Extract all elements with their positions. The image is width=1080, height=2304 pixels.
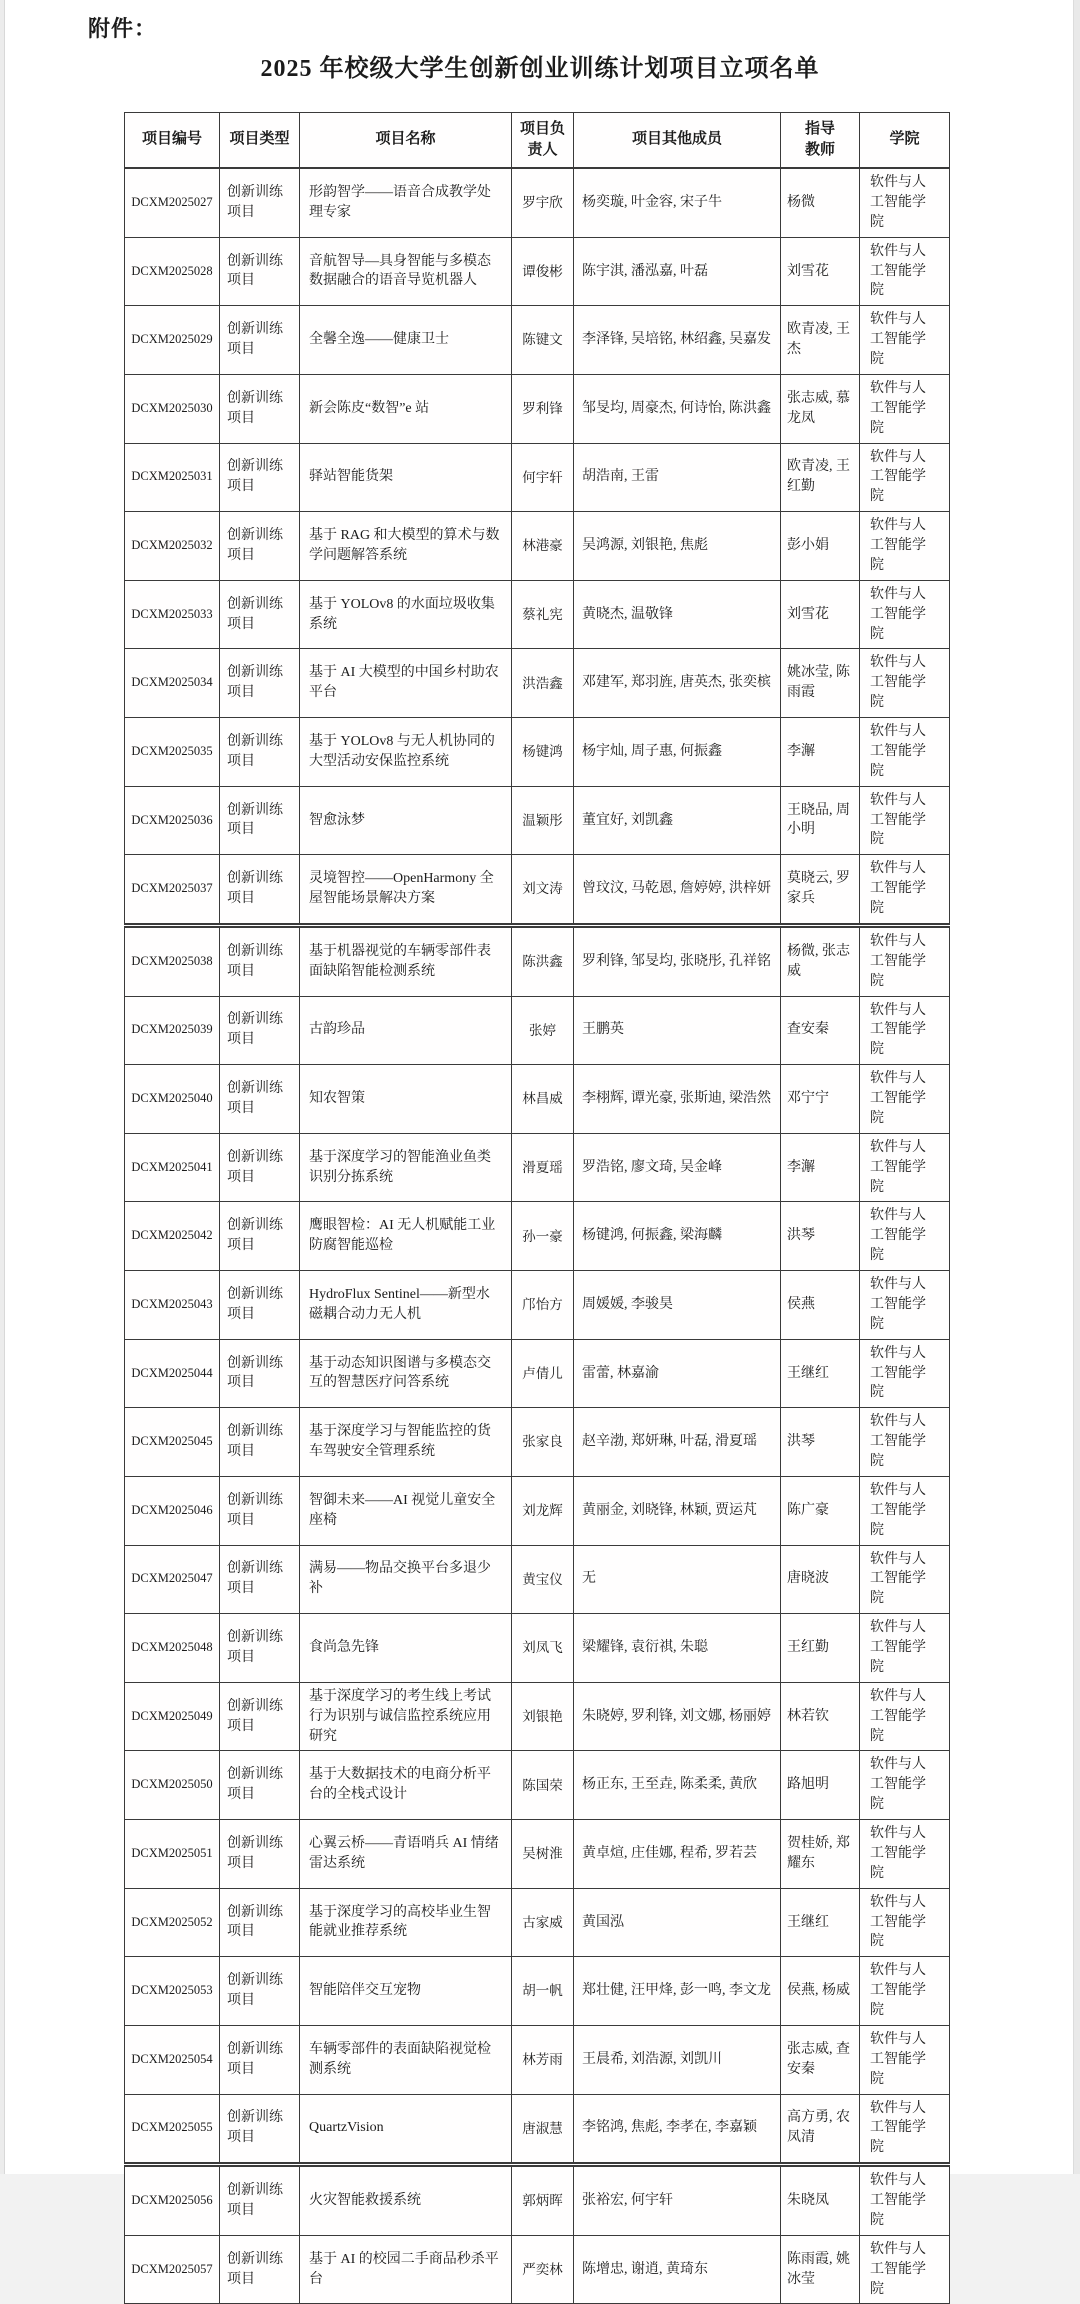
- cell-project-id: DCXM2025030: [125, 374, 220, 443]
- table-row: [125, 1682, 950, 1751]
- cell-leader: 蔡礼宪: [512, 580, 574, 649]
- cell-members: 陈宇淇, 潘泓嘉, 叶磊: [574, 237, 781, 306]
- cell-college: 软件与人工智能学院: [860, 374, 950, 443]
- cell-advisor: 唐晓波: [781, 1545, 860, 1614]
- cell-project-type: 创新训练项目: [220, 1751, 300, 1820]
- cell-project-type: 创新训练项目: [220, 1820, 300, 1889]
- table-row: [125, 580, 950, 649]
- cell-members: 梁耀锋, 袁衍祺, 朱聪: [574, 1614, 781, 1683]
- cell-project-id: DCXM2025054: [125, 2025, 220, 2094]
- table-header-row: [125, 113, 950, 169]
- cell-project-name: 智愈泳梦: [300, 786, 512, 855]
- cell-project-type: 创新训练项目: [220, 1888, 300, 1957]
- column-header-college: 学院: [860, 113, 950, 169]
- cell-advisor: 刘雪花: [781, 237, 860, 306]
- cell-advisor: 王红勤: [781, 1614, 860, 1683]
- table-row: [125, 1339, 950, 1408]
- cell-project-name: 满易——物品交换平台多退少补: [300, 1545, 512, 1614]
- cell-project-type: 创新训练项目: [220, 996, 300, 1065]
- cell-advisor: 林若钦: [781, 1682, 860, 1751]
- table-row: [125, 443, 950, 512]
- cell-leader: 谭俊彬: [512, 237, 574, 306]
- cell-members: 罗浩铭, 廖文琦, 吴金峰: [574, 1133, 781, 1202]
- cell-members: 雷蕾, 林嘉渝: [574, 1339, 781, 1408]
- table-row: [125, 2165, 950, 2236]
- cell-project-name: 新会陈皮“数智”e 站: [300, 374, 512, 443]
- cell-project-id: DCXM2025027: [125, 168, 220, 237]
- cell-college: 软件与人工智能学院: [860, 306, 950, 375]
- cell-leader: 刘银艳: [512, 1682, 574, 1751]
- cell-members: 杨键鸿, 何振鑫, 梁海麟: [574, 1202, 781, 1271]
- cell-project-type: 创新训练项目: [220, 1682, 300, 1751]
- cell-members: 李铭鸿, 焦彪, 李孝在, 李嘉颖: [574, 2094, 781, 2165]
- cell-advisor: 贺桂娇, 郑耀东: [781, 1820, 860, 1889]
- cell-college: 软件与人工智能学院: [860, 2235, 950, 2304]
- cell-members: 李栩辉, 谭光豪, 张斯迪, 梁浩然: [574, 1065, 781, 1134]
- cell-project-name: 基于 AI 大模型的中国乡村助农平台: [300, 649, 512, 718]
- cell-members: 曾玟汶, 马乾恩, 詹婷婷, 洪梓妍: [574, 855, 781, 926]
- project-table: [124, 112, 950, 2304]
- cell-project-type: 创新训练项目: [220, 1133, 300, 1202]
- cell-project-name: 全馨全逸——健康卫士: [300, 306, 512, 375]
- cell-members: 吴鸿源, 刘银艳, 焦彪: [574, 512, 781, 581]
- cell-project-id: DCXM2025038: [125, 925, 220, 996]
- cell-project-name: 火灾智能救援系统: [300, 2165, 512, 2236]
- cell-project-type: 创新训练项目: [220, 2165, 300, 2236]
- cell-project-id: DCXM2025046: [125, 1476, 220, 1545]
- cell-advisor: 洪琴: [781, 1202, 860, 1271]
- cell-college: 软件与人工智能学院: [860, 1820, 950, 1889]
- table-body: [125, 168, 950, 2304]
- table-row: [125, 374, 950, 443]
- cell-project-id: DCXM2025051: [125, 1820, 220, 1889]
- cell-project-type: 创新训练项目: [220, 649, 300, 718]
- cell-leader: 吴树淮: [512, 1820, 574, 1889]
- cell-leader: 何宇轩: [512, 443, 574, 512]
- cell-members: 黄丽金, 刘晓锋, 林颖, 贾运芃: [574, 1476, 781, 1545]
- cell-advisor: 王晓品, 周小明: [781, 786, 860, 855]
- cell-leader: 孙一豪: [512, 1202, 574, 1271]
- column-header-leader: 项目负责人: [512, 113, 574, 169]
- page-edge-left: [0, 0, 5, 2174]
- cell-advisor: 侯燕: [781, 1271, 860, 1340]
- cell-project-type: 创新训练项目: [220, 2235, 300, 2304]
- cell-project-type: 创新训练项目: [220, 306, 300, 375]
- table-row: [125, 1065, 950, 1134]
- cell-members: 杨宇灿, 周子惠, 何振鑫: [574, 718, 781, 787]
- cell-members: 黄晓杰, 温敬锋: [574, 580, 781, 649]
- cell-college: 软件与人工智能学院: [860, 512, 950, 581]
- column-header-project-name: 项目名称: [300, 113, 512, 169]
- column-header-project-id: 项目编号: [125, 113, 220, 169]
- cell-project-id: DCXM2025045: [125, 1408, 220, 1477]
- cell-leader: 滑夏瑶: [512, 1133, 574, 1202]
- cell-project-type: 创新训练项目: [220, 1271, 300, 1340]
- cell-advisor: 洪琴: [781, 1408, 860, 1477]
- table-row: [125, 1957, 950, 2026]
- cell-project-name: 基于 YOLOv8 与无人机协同的大型活动安保监控系统: [300, 718, 512, 787]
- cell-leader: 卢倩儿: [512, 1339, 574, 1408]
- cell-college: 软件与人工智能学院: [860, 1476, 950, 1545]
- cell-college: 软件与人工智能学院: [860, 1682, 950, 1751]
- table-row: [125, 2025, 950, 2094]
- cell-project-name: 基于 AI 的校园二手商品秒杀平台: [300, 2235, 512, 2304]
- cell-leader: 刘龙辉: [512, 1476, 574, 1545]
- cell-project-type: 创新训练项目: [220, 1408, 300, 1477]
- table-row: [125, 1476, 950, 1545]
- cell-leader: 胡一帆: [512, 1957, 574, 2026]
- table-row: [125, 306, 950, 375]
- table-row: [125, 1202, 950, 1271]
- cell-project-type: 创新训练项目: [220, 443, 300, 512]
- cell-members: 罗利锋, 邹旻均, 张晓彤, 孔祥铭: [574, 925, 781, 996]
- cell-advisor: 李澥: [781, 1133, 860, 1202]
- table-row: [125, 1545, 950, 1614]
- cell-college: 软件与人工智能学院: [860, 1202, 950, 1271]
- cell-members: 周媛媛, 李骏昊: [574, 1271, 781, 1340]
- cell-project-type: 创新训练项目: [220, 786, 300, 855]
- cell-college: 软件与人工智能学院: [860, 925, 950, 996]
- cell-project-id: DCXM2025039: [125, 996, 220, 1065]
- cell-college: 软件与人工智能学院: [860, 1065, 950, 1134]
- cell-project-type: 创新训练项目: [220, 237, 300, 306]
- cell-project-id: DCXM2025034: [125, 649, 220, 718]
- cell-project-type: 创新训练项目: [220, 1339, 300, 1408]
- cell-college: 软件与人工智能学院: [860, 168, 950, 237]
- table-row: [125, 512, 950, 581]
- cell-college: 软件与人工智能学院: [860, 718, 950, 787]
- cell-college: 软件与人工智能学院: [860, 1408, 950, 1477]
- cell-leader: 林港豪: [512, 512, 574, 581]
- cell-project-name: 智能陪伴交互宠物: [300, 1957, 512, 2026]
- cell-project-name: 基于 YOLOv8 的水面垃圾收集系统: [300, 580, 512, 649]
- cell-leader: 陈键文: [512, 306, 574, 375]
- table-row: [125, 1751, 950, 1820]
- column-header-project-type: 项目类型: [220, 113, 300, 169]
- cell-advisor: 张志威, 慕龙凤: [781, 374, 860, 443]
- cell-project-type: 创新训练项目: [220, 1545, 300, 1614]
- cell-project-id: DCXM2025042: [125, 1202, 220, 1271]
- cell-college: 软件与人工智能学院: [860, 2094, 950, 2165]
- cell-project-id: DCXM2025041: [125, 1133, 220, 1202]
- table-row: [125, 1271, 950, 1340]
- cell-members: 无: [574, 1545, 781, 1614]
- cell-project-type: 创新训练项目: [220, 1957, 300, 2026]
- cell-leader: 陈国荣: [512, 1751, 574, 1820]
- cell-leader: 黄宝仪: [512, 1545, 574, 1614]
- cell-advisor: 朱晓凤: [781, 2165, 860, 2236]
- table-row: [125, 718, 950, 787]
- cell-members: 赵辛渤, 郑妍琳, 叶磊, 滑夏瑶: [574, 1408, 781, 1477]
- cell-members: 王晨希, 刘浩源, 刘凯川: [574, 2025, 781, 2094]
- cell-project-name: 基于深度学习的智能渔业鱼类识别分拣系统: [300, 1133, 512, 1202]
- cell-members: 李泽锋, 吴培铭, 林绍鑫, 吴嘉发: [574, 306, 781, 375]
- cell-members: 王鹏英: [574, 996, 781, 1065]
- cell-advisor: 李澥: [781, 718, 860, 787]
- cell-project-id: DCXM2025044: [125, 1339, 220, 1408]
- cell-project-type: 创新训练项目: [220, 1202, 300, 1271]
- cell-advisor: 彭小娟: [781, 512, 860, 581]
- cell-project-name: 形韵智学——语音合成教学处理专家: [300, 168, 512, 237]
- cell-project-name: 知农智策: [300, 1065, 512, 1134]
- cell-project-name: 基于 RAG 和大模型的算术与数学问题解答系统: [300, 512, 512, 581]
- cell-project-id: DCXM2025033: [125, 580, 220, 649]
- cell-project-type: 创新训练项目: [220, 2094, 300, 2165]
- cell-project-id: DCXM2025037: [125, 855, 220, 926]
- table-row: [125, 237, 950, 306]
- cell-advisor: 姚冰莹, 陈雨霞: [781, 649, 860, 718]
- cell-project-name: 音航智导—具身智能与多模态数据融合的语音导览机器人: [300, 237, 512, 306]
- cell-advisor: 杨微: [781, 168, 860, 237]
- cell-project-name: 基于动态知识图谱与多模态交互的智慧医疗问答系统: [300, 1339, 512, 1408]
- cell-project-type: 创新训练项目: [220, 580, 300, 649]
- column-header-members: 项目其他成员: [574, 113, 781, 169]
- cell-project-name: 基于深度学习的考生线上考试行为识别与诚信监控系统应用研究: [300, 1682, 512, 1751]
- attachment-label: 附件：: [88, 16, 158, 41]
- cell-project-type: 创新训练项目: [220, 1065, 300, 1134]
- cell-project-id: DCXM2025050: [125, 1751, 220, 1820]
- cell-project-name: 灵境智控——OpenHarmony 全屋智能场景解决方案: [300, 855, 512, 926]
- table-row: [125, 855, 950, 926]
- cell-project-id: DCXM2025048: [125, 1614, 220, 1683]
- cell-leader: 罗利锋: [512, 374, 574, 443]
- cell-project-type: 创新训练项目: [220, 925, 300, 996]
- cell-project-id: DCXM2025049: [125, 1682, 220, 1751]
- cell-advisor: 查安秦: [781, 996, 860, 1065]
- cell-project-id: DCXM2025035: [125, 718, 220, 787]
- cell-members: 胡浩南, 王雷: [574, 443, 781, 512]
- cell-leader: 严奕林: [512, 2235, 574, 2304]
- cell-project-type: 创新训练项目: [220, 374, 300, 443]
- cell-leader: 温颖彤: [512, 786, 574, 855]
- table-row: [125, 2235, 950, 2304]
- cell-project-id: DCXM2025056: [125, 2165, 220, 2236]
- cell-project-type: 创新训练项目: [220, 1476, 300, 1545]
- cell-advisor: 欧青凌, 王红勤: [781, 443, 860, 512]
- cell-college: 软件与人工智能学院: [860, 2025, 950, 2094]
- cell-project-id: DCXM2025043: [125, 1271, 220, 1340]
- cell-project-id: DCXM2025052: [125, 1888, 220, 1957]
- cell-project-type: 创新训练项目: [220, 855, 300, 926]
- cell-leader: 古家威: [512, 1888, 574, 1957]
- cell-project-name: 食尚急先锋: [300, 1614, 512, 1683]
- table-row: [125, 649, 950, 718]
- cell-leader: 张家良: [512, 1408, 574, 1477]
- cell-leader: 刘凤飞: [512, 1614, 574, 1683]
- cell-leader: 刘文涛: [512, 855, 574, 926]
- cell-project-name: 驿站智能货架: [300, 443, 512, 512]
- table-row: [125, 996, 950, 1065]
- cell-leader: 唐淑慧: [512, 2094, 574, 2165]
- cell-members: 杨正东, 王至垚, 陈柔柔, 黄欣: [574, 1751, 781, 1820]
- cell-advisor: 张志威, 查安秦: [781, 2025, 860, 2094]
- cell-project-type: 创新训练项目: [220, 2025, 300, 2094]
- cell-project-type: 创新训练项目: [220, 718, 300, 787]
- cell-advisor: 杨微, 张志威: [781, 925, 860, 996]
- cell-college: 软件与人工智能学院: [860, 1133, 950, 1202]
- cell-college: 软件与人工智能学院: [860, 443, 950, 512]
- cell-members: 邹旻均, 周豪杰, 何诗怡, 陈洪鑫: [574, 374, 781, 443]
- cell-project-name: 基于深度学习的高校毕业生智能就业推荐系统: [300, 1888, 512, 1957]
- column-header-advisor: 指导教师: [781, 113, 860, 169]
- cell-leader: 杨键鸿: [512, 718, 574, 787]
- table-row: [125, 1133, 950, 1202]
- table-row: [125, 1614, 950, 1683]
- cell-project-id: DCXM2025036: [125, 786, 220, 855]
- cell-leader: 罗宇欣: [512, 168, 574, 237]
- table-row: [125, 2094, 950, 2165]
- cell-project-name: 智御未来——AI 视觉儿童安全座椅: [300, 1476, 512, 1545]
- cell-project-id: DCXM2025028: [125, 237, 220, 306]
- cell-members: 郑壮健, 汪甲烽, 彭一鸣, 李文龙: [574, 1957, 781, 2026]
- cell-project-name: 基于深度学习与智能监控的货车驾驶安全管理系统: [300, 1408, 512, 1477]
- cell-leader: 林昌威: [512, 1065, 574, 1134]
- cell-leader: 张婷: [512, 996, 574, 1065]
- cell-advisor: 陈广豪: [781, 1476, 860, 1545]
- cell-advisor: 陈雨霞, 姚冰莹: [781, 2235, 860, 2304]
- cell-project-name: 古韵珍品: [300, 996, 512, 1065]
- cell-college: 软件与人工智能学院: [860, 1751, 950, 1820]
- cell-project-name: 基于机器视觉的车辆零部件表面缺陷智能检测系统: [300, 925, 512, 996]
- cell-project-type: 创新训练项目: [220, 512, 300, 581]
- cell-college: 软件与人工智能学院: [860, 1271, 950, 1340]
- cell-leader: 郭炳晖: [512, 2165, 574, 2236]
- cell-project-name: 基于大数据技术的电商分析平台的全栈式设计: [300, 1751, 512, 1820]
- cell-advisor: 刘雪花: [781, 580, 860, 649]
- cell-project-id: DCXM2025032: [125, 512, 220, 581]
- cell-college: 软件与人工智能学院: [860, 786, 950, 855]
- cell-members: 邓建军, 郑羽旌, 唐英杰, 张奕槟: [574, 649, 781, 718]
- cell-advisor: 王继红: [781, 1339, 860, 1408]
- page-edge-right: [1073, 0, 1080, 2174]
- cell-college: 软件与人工智能学院: [860, 996, 950, 1065]
- table-row: [125, 925, 950, 996]
- cell-members: 黄卓煊, 庄佳娜, 程希, 罗若芸: [574, 1820, 781, 1889]
- cell-members: 杨奕璇, 叶金容, 宋子牛: [574, 168, 781, 237]
- table-row: [125, 786, 950, 855]
- cell-advisor: 邓宁宁: [781, 1065, 860, 1134]
- cell-leader: 邝怡方: [512, 1271, 574, 1340]
- cell-college: 软件与人工智能学院: [860, 2165, 950, 2236]
- cell-members: 黄国泓: [574, 1888, 781, 1957]
- cell-project-type: 创新训练项目: [220, 168, 300, 237]
- table-row: [125, 1408, 950, 1477]
- cell-college: 软件与人工智能学院: [860, 1614, 950, 1683]
- cell-advisor: 侯燕, 杨威: [781, 1957, 860, 2026]
- cell-advisor: 路旭明: [781, 1751, 860, 1820]
- cell-project-id: DCXM2025057: [125, 2235, 220, 2304]
- cell-project-name: 车辆零部件的表面缺陷视觉检测系统: [300, 2025, 512, 2094]
- cell-project-name: 鹰眼智检：AI 无人机赋能工业防腐智能巡检: [300, 1202, 512, 1271]
- cell-members: 董宜好, 刘凯鑫: [574, 786, 781, 855]
- cell-project-id: DCXM2025031: [125, 443, 220, 512]
- cell-college: 软件与人工智能学院: [860, 1339, 950, 1408]
- cell-members: 陈增忠, 谢逍, 黄琦东: [574, 2235, 781, 2304]
- cell-advisor: 莫晓云, 罗家兵: [781, 855, 860, 926]
- cell-project-id: DCXM2025047: [125, 1545, 220, 1614]
- cell-college: 软件与人工智能学院: [860, 580, 950, 649]
- cell-advisor: 欧青凌, 王杰: [781, 306, 860, 375]
- table-row: [125, 168, 950, 237]
- cell-members: 张裕宏, 何宇轩: [574, 2165, 781, 2236]
- cell-leader: 陈洪鑫: [512, 925, 574, 996]
- cell-project-id: DCXM2025055: [125, 2094, 220, 2165]
- cell-leader: 洪浩鑫: [512, 649, 574, 718]
- cell-college: 软件与人工智能学院: [860, 649, 950, 718]
- cell-project-name: 心翼云桥——青语哨兵 AI 情绪雷达系统: [300, 1820, 512, 1889]
- cell-advisor: 王继红: [781, 1888, 860, 1957]
- cell-leader: 林芳雨: [512, 2025, 574, 2094]
- cell-project-id: DCXM2025053: [125, 1957, 220, 2026]
- cell-college: 软件与人工智能学院: [860, 1545, 950, 1614]
- cell-project-id: DCXM2025040: [125, 1065, 220, 1134]
- cell-members: 朱晓婷, 罗利锋, 刘文娜, 杨丽婷: [574, 1682, 781, 1751]
- cell-college: 软件与人工智能学院: [860, 855, 950, 926]
- cell-college: 软件与人工智能学院: [860, 1888, 950, 1957]
- cell-college: 软件与人工智能学院: [860, 237, 950, 306]
- table-row: [125, 1888, 950, 1957]
- page-title: 2025 年校级大学生创新创业训练计划项目立项名单: [260, 56, 820, 82]
- cell-project-type: 创新训练项目: [220, 1614, 300, 1683]
- cell-project-name: QuartzVision: [300, 2094, 512, 2165]
- cell-project-name: HydroFlux Sentinel——新型水磁耦合动力无人机: [300, 1271, 512, 1340]
- cell-college: 软件与人工智能学院: [860, 1957, 950, 2026]
- cell-project-id: DCXM2025029: [125, 306, 220, 375]
- table-row: [125, 1820, 950, 1889]
- cell-advisor: 高方勇, 农凤清: [781, 2094, 860, 2165]
